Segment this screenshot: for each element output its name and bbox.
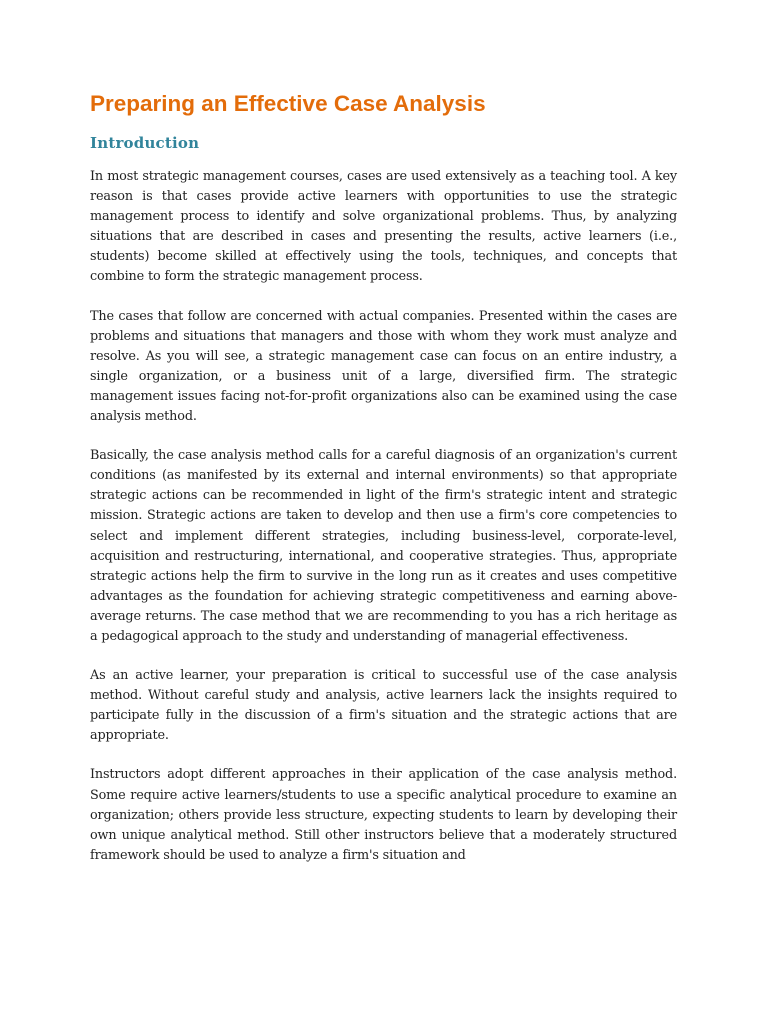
- document-page: [90, 86, 677, 866]
- paragraph-1: In most strategic management courses, cases are used extensively as a teaching tool. A key reason is that cases provide active learners with opportunities to use the strategic management process to identify and solve organizational problems. Thus, by analyzing situations that are described in cases and presenting the results, active learners (i.e., students) become skilled at effectively using the tools, techniques, and concepts that combine to form the strategic management process.: [90, 169, 677, 285]
- paragraph-2: The cases that follow are concerned with actual companies. Presented within the cases are problems and situations that managers and those with whom they work must analyze and resolve. As you will see, a strategic management case can focus on an entire industry, a single organization, or a business unit of a large, diversified firm. The strategic management issues facing not-for-profit organizations also can be examined using the case analysis method.: [90, 308, 677, 425]
- paragraph-4: As an active learner, your preparation is critical to successful use of the case analysis method. Without careful study and analysis, active learners lack the insights required to participate fully in the discussion of a firm's situation and the strategic actions that are appropriate.: [90, 668, 677, 744]
- document-title: Preparing an Effective Case Analysis: [90, 91, 486, 116]
- paragraph-5: Instructors adopt different approaches in their application of the case analysis method. Some require active learners/students to use a specific analytical procedure to examine an organization; others provide less structure, expecting students to learn by developing their own unique analytical method. Still other instructors believe that a moderately structured framework should be used to analyze a firm's situation and: [90, 767, 677, 863]
- document-body: [90, 167, 677, 866]
- paragraph-3: Basically, the case analysis method calls for a careful diagnosis of an organization's current conditions (as manifested by its external and internal environments) so that appropriate strategic actions can be recommended in light of the firm's strategic intent and strategic mission. Strategic actions are taken to develop and then use a firm's core competencies to select and implement different strategies, including business-level, corporate-level, acquisition and restructuring, international, and cooperative strategies. Thus, appropriate strategic actions help the firm to survive in the long run as it creates and uses competitive advantages as the foundation for achieving strategic competitiveness and earning above-average returns. The case method that we are recommending to you has a rich heritage as a pedagogical approach to the study and understanding of managerial effectiveness.: [90, 448, 677, 644]
- section-heading-introduction: Introduction: [90, 134, 200, 152]
